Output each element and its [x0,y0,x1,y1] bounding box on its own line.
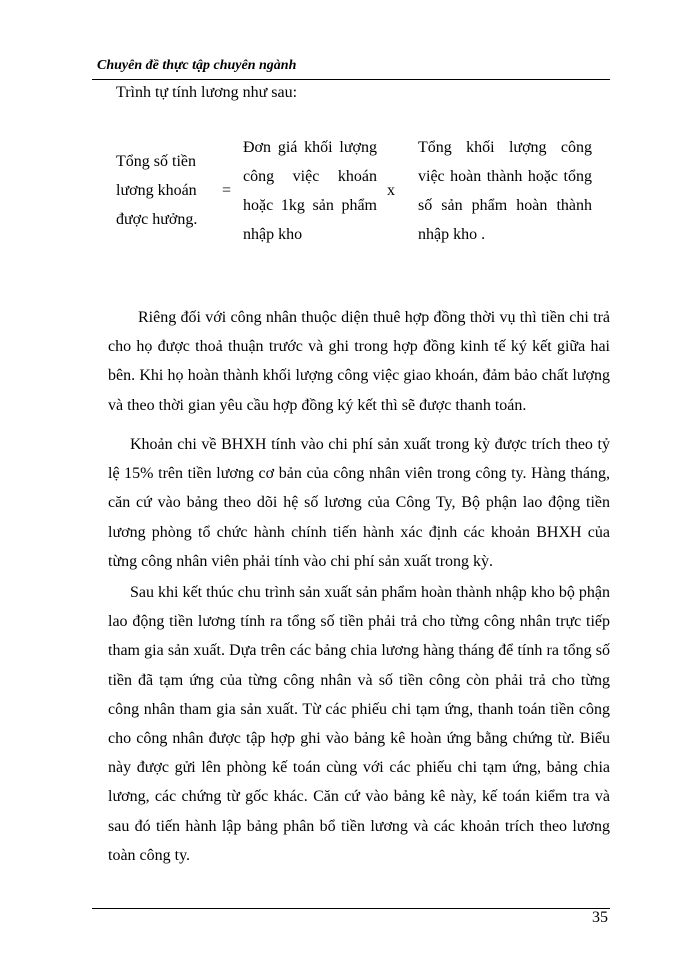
header-rule [92,79,610,80]
formula-right-line: việc hoàn thành hoặc tổng [418,168,592,185]
formula-equals: = [222,182,232,199]
formula-right-line: nhập kho . [418,226,486,243]
intro-text: Trình tự tính lương như sau: [116,84,298,101]
formula-right-line: Tổng khối lượng công [418,139,592,156]
header-title: Chuyên đề thực tập chuyên ngành [97,58,297,73]
formula-right-line: số sản phẩm hoàn thành [418,197,592,214]
formula-middle [243,133,377,249]
formula-middle-line: nhập kho [243,226,303,243]
page-number: 35 [592,909,608,926]
paragraph-social-insurance: Khoản chi về BHXH tính vào chi phí sản xuất trong kỳ được trích theo tỷ lệ 15% trên tiền lương cơ bản của công nhân viên trong công ty. Hàng tháng, căn cứ vào bảng theo dõi hệ số lương của Công Ty, Bộ phận lao động tiền lương phòng tổ chức hành chính tiến hành xác định các khoản BHXH của từng công nhân viên phải tính vào chi phí sản xuất trong kỳ. [108,436,610,570]
formula-left-line: được hưởng. [116,211,198,228]
formula-left-line: lương khoán [116,182,197,199]
formula-middle-line: hoặc 1kg sản phẩm [243,197,377,214]
formula-middle-line: công việc khoán [243,168,377,185]
formula-right [418,133,592,249]
paragraph-payroll-process: Sau khi kết thúc chu trình sản xuất sản phẩm hoàn thành nhập kho bộ phận lao động tiền lương tính ra tổng số tiền phải trả cho từng công nhân trực tiếp tham gia sản xuất. Dựa trên các bảng chia lương hàng tháng để tính ra tổng số tiền đã tạm ứng của từng công nhân và số tiền công còn phải trả cho từng công nhân tham gia sản xuất. Từ các phiếu chi tạm ứng, thanh toán tiền công cho công nhân được tập hợp ghi vào bảng kê hoàn ứng bằng chứng từ. Biểu này được gửi lên phòng kế toán cùng với các phiếu chi tạm ứng, bảng chia lương, các chứng từ gốc khác. Căn cứ vào bảng kê này, kế toán kiểm tra và sau đó tiến hành lập bảng phân bổ tiền lương và các khoản trích theo lương toàn công ty. [108,584,610,864]
formula-left-line: Tổng số tiền [116,153,196,170]
footer-rule [92,908,610,909]
formula-middle-line: Đơn giá khối lượng [243,139,377,156]
formula-times: x [387,182,395,199]
paragraph-contract-workers: Riêng đối với công nhân thuộc diện thuê hợp đồng thời vụ thì tiền chi trả cho họ được thoả thuận trước và ghi trong hợp đồng kinh tế ký kết giữa hai bên. Khi họ hoàn thành khối lượng công việc giao khoán, đảm bảo chất lượng và theo thời gian yêu cầu hợp đồng ký kết thì sẽ được thanh toán. [108,309,610,414]
formula-left [116,147,206,234]
